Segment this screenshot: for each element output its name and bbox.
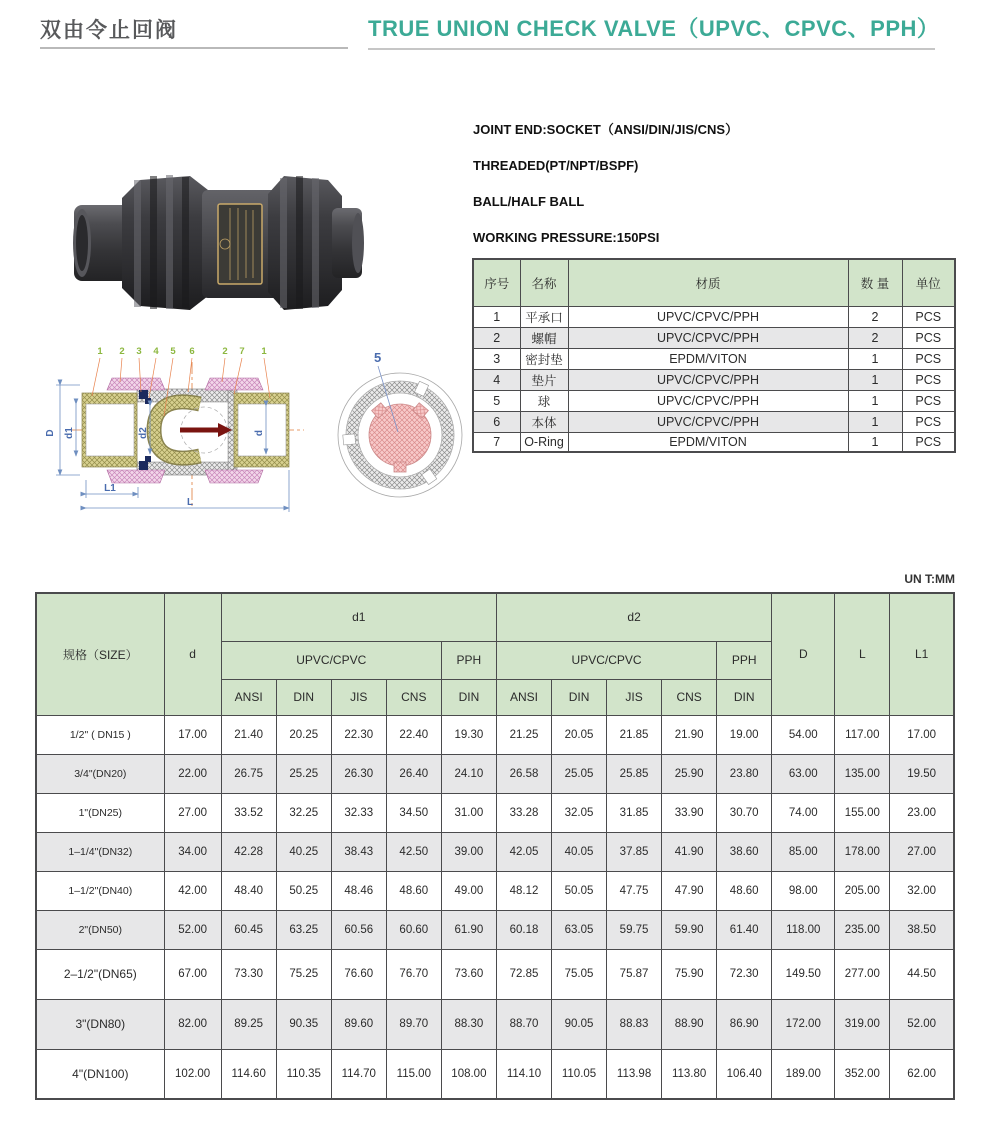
parts-table-cell: PCS <box>902 369 955 390</box>
dim-header-d2-pph: PPH <box>717 641 772 679</box>
parts-table-cell: PCS <box>902 327 955 348</box>
dimension-value-cell: 20.05 <box>552 715 607 754</box>
dimension-value-cell: 114.70 <box>331 1049 386 1099</box>
dimension-value-cell: 26.40 <box>386 754 441 793</box>
dimension-value-cell: 60.18 <box>496 910 551 949</box>
parts-table-cell: EPDM/VITON <box>568 348 848 369</box>
dimension-value-cell: 110.35 <box>276 1049 331 1099</box>
dimension-value-cell: 102.00 <box>164 1049 221 1099</box>
end-view <box>338 350 462 497</box>
parts-table-row <box>473 306 955 327</box>
parts-table-cell: EPDM/VITON <box>568 432 848 452</box>
dim-header-d1-din: DIN <box>276 679 331 715</box>
dimension-size-cell: 2–1/2"(DN65) <box>36 949 164 999</box>
dimension-value-cell: 38.43 <box>331 832 386 871</box>
dimension-value-cell: 115.00 <box>386 1049 441 1099</box>
dimension-value-cell: 48.46 <box>331 871 386 910</box>
dim-header-d2-upvc: UPVC/CPVC <box>496 641 716 679</box>
dimension-value-cell: 48.60 <box>717 871 772 910</box>
dimension-value-cell: 62.00 <box>890 1049 954 1099</box>
dimension-value-cell: 33.52 <box>221 793 276 832</box>
dimension-value-cell: 30.70 <box>717 793 772 832</box>
dimension-value-cell: 114.60 <box>221 1049 276 1099</box>
dimension-value-cell: 20.25 <box>276 715 331 754</box>
dimension-value-cell: 63.05 <box>552 910 607 949</box>
dimension-value-cell: 42.50 <box>386 832 441 871</box>
dim-header-d2: d2 <box>496 593 771 641</box>
parts-table-cell: 1 <box>848 369 902 390</box>
dimension-value-cell: 89.60 <box>331 999 386 1049</box>
parts-table-cell: UPVC/CPVC/PPH <box>568 369 848 390</box>
parts-table-cell: 1 <box>848 348 902 369</box>
dimension-value-cell: 31.00 <box>441 793 496 832</box>
dimension-value-cell: 98.00 <box>772 871 835 910</box>
dimension-value-cell: 149.50 <box>772 949 835 999</box>
dimension-value-cell: 155.00 <box>835 793 890 832</box>
dimension-value-cell: 90.05 <box>552 999 607 1049</box>
parts-table-cell: 平承口 <box>520 306 568 327</box>
end-view-callout-5: 5 <box>374 350 382 365</box>
callout-4: 4 <box>153 346 159 357</box>
dimension-value-cell: 88.30 <box>441 999 496 1049</box>
callout-2: 2 <box>119 346 125 357</box>
parts-table-cell: 密封垫 <box>520 348 568 369</box>
parts-table-row <box>473 369 955 390</box>
callout-3: 3 <box>136 346 142 357</box>
parts-table-cell: 2 <box>848 306 902 327</box>
dimension-value-cell: 72.30 <box>717 949 772 999</box>
spec-joint-end: JOINT END:SOCKET（ANSI/DIN/JIS/CNS） <box>473 122 739 137</box>
dimension-value-cell: 108.00 <box>441 1049 496 1099</box>
dimension-value-cell: 114.10 <box>496 1049 551 1099</box>
dimension-value-cell: 63.25 <box>276 910 331 949</box>
dim-header-d1-pph-din: DIN <box>441 679 496 715</box>
dimension-value-cell: 88.83 <box>607 999 662 1049</box>
dim-header-d1-jis: JIS <box>331 679 386 715</box>
dimension-value-cell: 319.00 <box>835 999 890 1049</box>
dimension-value-cell: 26.75 <box>221 754 276 793</box>
dimension-value-cell: 48.40 <box>221 871 276 910</box>
callout-5: 5 <box>170 346 176 357</box>
parts-table-cell: 1 <box>848 390 902 411</box>
parts-table-cell: 1 <box>848 432 902 452</box>
dimension-value-cell: 189.00 <box>772 1049 835 1099</box>
dim-header-row-1 <box>36 593 954 641</box>
dimension-value-cell: 76.70 <box>386 949 441 999</box>
dimension-value-cell: 27.00 <box>164 793 221 832</box>
dim-header-d1-upvc: UPVC/CPVC <box>221 641 441 679</box>
dimension-value-cell: 42.05 <box>496 832 551 871</box>
dimension-value-cell: 61.40 <box>717 910 772 949</box>
parts-table-cell: UPVC/CPVC/PPH <box>568 306 848 327</box>
callout-7: 2 <box>222 346 228 357</box>
valve-product-photo <box>70 160 365 325</box>
dimension-value-cell: 34.50 <box>386 793 441 832</box>
dimension-value-cell: 40.05 <box>552 832 607 871</box>
dimension-size-cell: 1–1/4"(DN32) <box>36 832 164 871</box>
dimension-value-cell: 40.25 <box>276 832 331 871</box>
dimension-value-cell: 42.28 <box>221 832 276 871</box>
dimension-value-cell: 73.30 <box>221 949 276 999</box>
dimension-value-cell: 19.30 <box>441 715 496 754</box>
dimension-table-row <box>36 754 954 793</box>
dimension-table <box>35 592 955 1100</box>
dimension-value-cell: 52.00 <box>164 910 221 949</box>
dimension-value-cell: 19.50 <box>890 754 954 793</box>
callout-1: 1 <box>97 346 103 357</box>
dimension-value-cell: 49.00 <box>441 871 496 910</box>
dimension-value-cell: 22.30 <box>331 715 386 754</box>
dimension-value-cell: 25.25 <box>276 754 331 793</box>
dimension-size-cell: 3"(DN80) <box>36 999 164 1049</box>
parts-header-no: 序号 <box>473 259 520 306</box>
parts-table-cell: 本体 <box>520 411 568 432</box>
dimension-value-cell: 67.00 <box>164 949 221 999</box>
dimension-value-cell: 39.00 <box>441 832 496 871</box>
dim-label-D: D <box>45 429 56 437</box>
page-title-english: TRUE UNION CHECK VALVE（UPVC、CPVC、PPH） <box>368 16 940 41</box>
dimension-table-row <box>36 793 954 832</box>
dimension-value-cell: 32.25 <box>276 793 331 832</box>
dimension-value-cell: 50.25 <box>276 871 331 910</box>
parts-table-cell: 3 <box>473 348 520 369</box>
dim-header-d2-pph-din: DIN <box>717 679 772 715</box>
technical-drawing <box>42 340 482 525</box>
dimension-value-cell: 90.35 <box>276 999 331 1049</box>
parts-table-row <box>473 348 955 369</box>
dimension-value-cell: 72.85 <box>496 949 551 999</box>
dimension-value-cell: 117.00 <box>835 715 890 754</box>
dimension-value-cell: 42.00 <box>164 871 221 910</box>
parts-header-row <box>473 259 955 306</box>
dimension-value-cell: 74.00 <box>772 793 835 832</box>
dimension-value-cell: 73.60 <box>441 949 496 999</box>
dimension-size-cell: 1–1/2"(DN40) <box>36 871 164 910</box>
dimension-value-cell: 106.40 <box>717 1049 772 1099</box>
dimension-value-cell: 89.25 <box>221 999 276 1049</box>
dim-header-d: d <box>164 593 221 715</box>
dimension-value-cell: 59.90 <box>662 910 717 949</box>
dimension-value-cell: 19.00 <box>717 715 772 754</box>
dimension-value-cell: 17.00 <box>890 715 954 754</box>
dimension-value-cell: 22.00 <box>164 754 221 793</box>
dimension-size-cell: 2"(DN50) <box>36 910 164 949</box>
parts-table-cell: PCS <box>902 306 955 327</box>
dimension-value-cell: 178.00 <box>835 832 890 871</box>
parts-table-cell: UPVC/CPVC/PPH <box>568 390 848 411</box>
dimension-value-cell: 26.58 <box>496 754 551 793</box>
dim-header-d2-jis: JIS <box>607 679 662 715</box>
dimension-value-cell: 89.70 <box>386 999 441 1049</box>
dimension-value-cell: 61.90 <box>441 910 496 949</box>
dimension-value-cell: 25.05 <box>552 754 607 793</box>
photo-right-union-nut <box>268 176 342 310</box>
parts-table-row <box>473 432 955 452</box>
dimension-value-cell: 48.60 <box>386 871 441 910</box>
dimension-value-cell: 88.70 <box>496 999 551 1049</box>
dim-header-d2-din: DIN <box>552 679 607 715</box>
dimension-value-cell: 52.00 <box>890 999 954 1049</box>
dimension-value-cell: 25.90 <box>662 754 717 793</box>
dimension-value-cell: 27.00 <box>890 832 954 871</box>
callout-9: 1 <box>261 346 267 357</box>
dimension-value-cell: 85.00 <box>772 832 835 871</box>
dimension-value-cell: 33.28 <box>496 793 551 832</box>
page-title-chinese: 双由令止回阀 <box>40 19 178 42</box>
dimension-value-cell: 352.00 <box>835 1049 890 1099</box>
dim-label-d: d <box>254 429 265 437</box>
parts-table-cell: PCS <box>902 390 955 411</box>
dimension-value-cell: 26.30 <box>331 754 386 793</box>
dimension-value-cell: 48.12 <box>496 871 551 910</box>
dimension-table-row <box>36 832 954 871</box>
parts-table-cell: 1 <box>473 306 520 327</box>
dimension-value-cell: 60.60 <box>386 910 441 949</box>
dimension-table-row <box>36 949 954 999</box>
dimension-value-cell: 110.05 <box>552 1049 607 1099</box>
parts-header-unit: 单位 <box>902 259 955 306</box>
dimension-value-cell: 33.90 <box>662 793 717 832</box>
parts-table-cell: PCS <box>902 348 955 369</box>
dim-label-L1: L1 <box>104 483 116 494</box>
parts-table-cell: 7 <box>473 432 520 452</box>
dim-header-d1-cns: CNS <box>386 679 441 715</box>
dimension-value-cell: 54.00 <box>772 715 835 754</box>
parts-table-cell: 球 <box>520 390 568 411</box>
parts-header-material: 材质 <box>568 259 848 306</box>
dimension-value-cell: 38.50 <box>890 910 954 949</box>
dimension-value-cell: 22.40 <box>386 715 441 754</box>
dimension-value-cell: 23.80 <box>717 754 772 793</box>
dimension-value-cell: 21.25 <box>496 715 551 754</box>
dimension-size-cell: 1/2" ( DN15 ) <box>36 715 164 754</box>
dimension-value-cell: 17.00 <box>164 715 221 754</box>
dimension-value-cell: 34.00 <box>164 832 221 871</box>
union-nut-section-right-top <box>205 378 263 390</box>
dimension-value-cell: 44.50 <box>890 949 954 999</box>
dimension-table-row <box>36 715 954 754</box>
dim-header-D: D <box>772 593 835 715</box>
dimension-value-cell: 60.56 <box>331 910 386 949</box>
dim-header-size: 规格（SIZE） <box>36 593 164 715</box>
dimension-value-cell: 88.90 <box>662 999 717 1049</box>
spec-threaded: THREADED(PT/NPT/BSPF) <box>473 158 639 173</box>
parts-table-cell: PCS <box>902 432 955 452</box>
dimension-value-cell: 59.75 <box>607 910 662 949</box>
parts-table-cell: PCS <box>902 411 955 432</box>
parts-table <box>472 258 956 453</box>
parts-table-cell: 6 <box>473 411 520 432</box>
dimension-value-cell: 23.00 <box>890 793 954 832</box>
callout-6: 6 <box>189 346 195 357</box>
dim-label-d1: d1 <box>64 427 75 439</box>
callout-8: 7 <box>239 346 245 357</box>
dim-header-d1-pph: PPH <box>441 641 496 679</box>
parts-table-cell: UPVC/CPVC/PPH <box>568 411 848 432</box>
title-underline-left <box>40 47 348 49</box>
dimension-value-cell: 37.85 <box>607 832 662 871</box>
parts-table-cell: O-Ring <box>520 432 568 452</box>
dimension-value-cell: 32.33 <box>331 793 386 832</box>
dimension-value-cell: 75.87 <box>607 949 662 999</box>
dimension-table-row <box>36 1049 954 1099</box>
dimension-value-cell: 113.98 <box>607 1049 662 1099</box>
dim-label-d2: d2 <box>138 427 149 439</box>
dimension-value-cell: 38.60 <box>717 832 772 871</box>
dimension-value-cell: 25.85 <box>607 754 662 793</box>
parts-table-cell: 4 <box>473 369 520 390</box>
dimension-value-cell: 172.00 <box>772 999 835 1049</box>
dim-header-d1-ansi: ANSI <box>221 679 276 715</box>
dimension-value-cell: 41.90 <box>662 832 717 871</box>
dim-header-d2-cns: CNS <box>662 679 717 715</box>
parts-table-cell: 1 <box>848 411 902 432</box>
dimension-value-cell: 32.05 <box>552 793 607 832</box>
dimension-value-cell: 75.90 <box>662 949 717 999</box>
union-nut-section-left-top <box>107 378 165 390</box>
dimension-value-cell: 24.10 <box>441 754 496 793</box>
dimension-value-cell: 21.85 <box>607 715 662 754</box>
dimension-value-cell: 76.60 <box>331 949 386 999</box>
parts-table-cell: 2 <box>848 327 902 348</box>
parts-table-cell: 螺帽 <box>520 327 568 348</box>
parts-header-name: 名称 <box>520 259 568 306</box>
dimension-value-cell: 118.00 <box>772 910 835 949</box>
spec-ball: BALL/HALF BALL <box>473 194 585 209</box>
dim-header-d1: d1 <box>221 593 496 641</box>
parts-table-cell: 2 <box>473 327 520 348</box>
dimension-value-cell: 32.00 <box>890 871 954 910</box>
parts-header-qty: 数 量 <box>848 259 902 306</box>
dimension-value-cell: 31.85 <box>607 793 662 832</box>
dimension-size-cell: 4"(DN100) <box>36 1049 164 1099</box>
dimension-value-cell: 47.90 <box>662 871 717 910</box>
dim-label-L: L <box>186 497 194 508</box>
dimension-value-cell: 60.45 <box>221 910 276 949</box>
dimension-value-cell: 235.00 <box>835 910 890 949</box>
dimension-value-cell: 50.05 <box>552 871 607 910</box>
dimension-value-cell: 82.00 <box>164 999 221 1049</box>
dimension-value-cell: 75.25 <box>276 949 331 999</box>
dimension-value-cell: 277.00 <box>835 949 890 999</box>
dimension-value-cell: 47.75 <box>607 871 662 910</box>
unit-note: UN T:MM <box>904 572 955 586</box>
dim-header-d2-ansi: ANSI <box>496 679 551 715</box>
dimension-value-cell: 135.00 <box>835 754 890 793</box>
parts-table-cell: UPVC/CPVC/PPH <box>568 327 848 348</box>
dimension-table-row <box>36 871 954 910</box>
spec-lines <box>473 112 738 256</box>
parts-table-row <box>473 411 955 432</box>
dimension-table-row <box>36 910 954 949</box>
parts-table-row <box>473 390 955 411</box>
dim-header-L1: L1 <box>890 593 954 715</box>
dimension-value-cell: 63.00 <box>772 754 835 793</box>
parts-table-cell: 垫片 <box>520 369 568 390</box>
dimension-value-cell: 75.05 <box>552 949 607 999</box>
dimension-table-row <box>36 999 954 1049</box>
dimension-size-cell: 1"(DN25) <box>36 793 164 832</box>
dimension-value-cell: 21.40 <box>221 715 276 754</box>
cross-section-view <box>45 346 304 512</box>
dimension-value-cell: 21.90 <box>662 715 717 754</box>
dim-header-L: L <box>835 593 890 715</box>
photo-body-label <box>218 204 262 284</box>
dimension-value-cell: 86.90 <box>717 999 772 1049</box>
spec-working-pressure: WORKING PRESSURE:150PSI <box>473 230 660 245</box>
dimension-value-cell: 205.00 <box>835 871 890 910</box>
dimension-size-cell: 3/4"(DN20) <box>36 754 164 793</box>
parts-table-cell: 5 <box>473 390 520 411</box>
parts-table-row <box>473 327 955 348</box>
title-underline-right <box>368 48 935 50</box>
dimension-value-cell: 113.80 <box>662 1049 717 1099</box>
